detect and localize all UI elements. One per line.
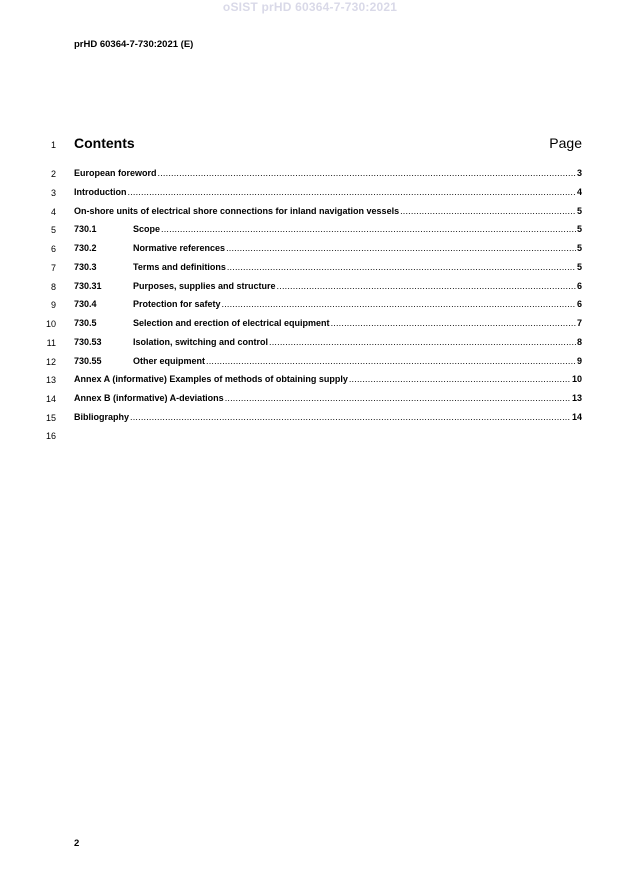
dot-leader xyxy=(400,206,576,216)
line-number: 4 xyxy=(50,206,56,217)
toc-entry-title: Isolation, switching and control xyxy=(133,336,269,347)
line-number: 12 xyxy=(45,356,56,367)
toc-entry-title: Other equipment xyxy=(133,355,206,366)
toc-entry-title: Bibliography xyxy=(74,411,130,422)
toc-entry[interactable] xyxy=(0,168,620,180)
toc-entry-number: 730.53 xyxy=(74,336,102,347)
toc-entry-page: 6 xyxy=(576,299,582,310)
line-number: 7 xyxy=(50,262,56,273)
toc-entry-title: Annex A (informative) Examples of methods of obtaining supply xyxy=(74,374,348,385)
toc-entry-title: Annex B (informative) A-deviations xyxy=(74,393,224,403)
toc-entry-content xyxy=(74,356,582,366)
dot-leader xyxy=(128,187,576,197)
toc-entry-content xyxy=(74,393,582,403)
toc-entry-number: 730.31 xyxy=(74,280,102,291)
line-number: 14 xyxy=(45,394,56,404)
dot-leader xyxy=(331,318,576,328)
line-number: 15 xyxy=(45,412,56,423)
dot-leader xyxy=(161,224,576,234)
toc-entry-title: Scope xyxy=(133,224,161,235)
toc-entry-title: Purposes, supplies and structure xyxy=(133,280,276,291)
toc-entry[interactable] xyxy=(0,318,620,330)
toc-entry-content xyxy=(74,243,582,253)
toc-entry-title: Introduction xyxy=(74,186,127,197)
dot-leader xyxy=(277,281,576,291)
toc-entry-number: 730.5 xyxy=(74,318,97,328)
toc-entry-page: 13 xyxy=(571,393,582,403)
toc-entry-title: Protection for safety xyxy=(133,299,221,310)
toc-entry-title: Normative references xyxy=(133,243,226,253)
toc-entry-page: 10 xyxy=(571,374,582,385)
toc-entry-number: 730.3 xyxy=(74,261,97,272)
line-number: 6 xyxy=(50,244,56,254)
toc-entry-page: 4 xyxy=(576,186,582,197)
toc-entry-content xyxy=(74,187,582,197)
toc-entry-page: 5 xyxy=(576,224,582,235)
dot-leader xyxy=(206,356,576,366)
toc-entry[interactable] xyxy=(0,356,620,368)
dot-leader xyxy=(222,299,576,309)
toc-entry[interactable] xyxy=(0,243,620,255)
dot-leader xyxy=(349,374,571,384)
line-number: 8 xyxy=(50,281,56,292)
toc-entry-page: 8 xyxy=(576,336,582,347)
toc-entry-content xyxy=(74,337,582,347)
document-id-header: prHD 60364-7-730:2021 (E) xyxy=(74,39,194,50)
toc-entry[interactable] xyxy=(0,262,620,274)
toc-entry[interactable] xyxy=(0,187,620,199)
toc-entry-page: 5 xyxy=(576,261,582,272)
toc-entry[interactable] xyxy=(0,337,620,349)
dot-leader xyxy=(226,243,576,253)
line-number: 1 xyxy=(50,140,56,150)
toc-entry-page: 5 xyxy=(576,243,582,253)
watermark: oSIST prHD 60364-7-730:2021 xyxy=(222,0,398,14)
toc-entry-content xyxy=(74,206,582,216)
toc-entry[interactable] xyxy=(0,206,620,218)
toc-title: Contents xyxy=(74,135,135,151)
toc-entry-content xyxy=(74,374,582,384)
dot-leader xyxy=(269,337,576,347)
line-number: 13 xyxy=(45,375,56,386)
toc-entry-content xyxy=(74,299,582,309)
toc-entry-page: 14 xyxy=(571,411,582,422)
toc-entry-page: 7 xyxy=(576,318,582,328)
toc-entry-content xyxy=(74,412,582,422)
toc-entry-number: 730.1 xyxy=(74,224,97,235)
toc-entry-content xyxy=(74,262,582,272)
line-number: 2 xyxy=(50,169,56,179)
toc-entry-content xyxy=(74,224,582,234)
toc-entry[interactable] xyxy=(0,412,620,424)
toc-entry-title: Selection and erection of electrical equipment xyxy=(133,318,330,328)
line-number: 10 xyxy=(45,319,56,329)
toc-entry-title: On-shore units of electrical shore connections for inland navigation vessels xyxy=(74,205,400,216)
line-number: 11 xyxy=(46,337,56,348)
dot-leader xyxy=(130,412,571,422)
toc-entry[interactable] xyxy=(0,224,620,236)
toc-entry-number: 730.2 xyxy=(74,243,97,253)
toc-entry[interactable] xyxy=(0,281,620,293)
toc-title-row xyxy=(0,136,620,154)
toc-entry-page: 9 xyxy=(576,355,582,366)
toc-entry[interactable] xyxy=(0,374,620,386)
toc-entry-content xyxy=(74,318,582,328)
toc-page-label: Page xyxy=(549,135,582,151)
toc-entry-page: 5 xyxy=(576,205,582,216)
line-number: 16 xyxy=(45,431,56,441)
toc-entry[interactable] xyxy=(0,393,620,405)
line-number: 5 xyxy=(50,225,56,236)
toc-entry-number: 730.55 xyxy=(74,355,102,366)
toc-entry-content xyxy=(74,168,582,178)
dot-leader xyxy=(227,262,576,272)
toc-entry-page: 6 xyxy=(576,280,582,291)
toc-entry-title: Terms and definitions xyxy=(133,261,226,272)
toc-entry-number: 730.4 xyxy=(74,299,97,310)
toc-entry-page: 3 xyxy=(576,168,582,178)
toc-entry-title: European foreword xyxy=(74,168,157,178)
dot-leader xyxy=(158,168,576,178)
toc-entry-content xyxy=(74,281,582,291)
trailing-line-row xyxy=(0,430,620,442)
dot-leader xyxy=(225,393,571,403)
line-number: 3 xyxy=(50,187,56,198)
footer-page-number: 2 xyxy=(74,838,80,849)
line-number: 9 xyxy=(50,300,56,311)
toc-entry[interactable] xyxy=(0,299,620,311)
